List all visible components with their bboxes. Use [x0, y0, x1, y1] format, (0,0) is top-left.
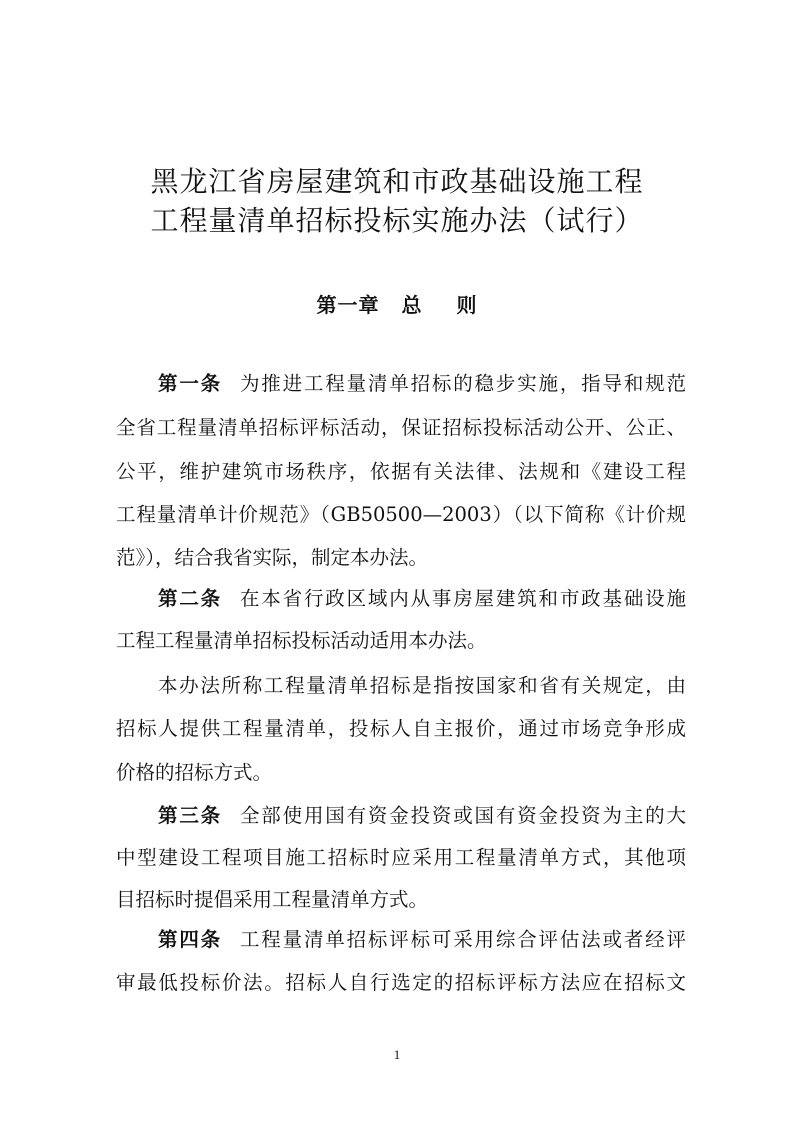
article-3-line-2: 中型建设工程项目施工招标时应采用工程量清单方式，其他项: [116, 846, 686, 869]
chapter-heading: [0, 289, 794, 318]
article-3-line-3: 目招标时提倡采用工程量清单方式。: [116, 888, 429, 911]
chapter-name-char-2: 则: [456, 293, 478, 317]
page-number: 1: [393, 1047, 401, 1062]
article-1-line-3: 公平，维护建筑市场秩序，依据有关法律、法规和《建设工程: [116, 460, 686, 483]
article-3-text-1: 全部使用国有资金投资或国有资金投资为主的大: [239, 804, 686, 827]
paragraph-3-line-2: 招标人提供工程量清单，投标人自主报价，通过市场竞争形成: [116, 717, 686, 740]
article-1-label: 第一条: [158, 372, 222, 395]
article-4-line-2: 审最低投标价法。招标人自行选定的招标评标方法应在招标文: [116, 971, 686, 994]
article-2-text-1: 在本省行政区域内从事房屋建筑和市政基础设施: [239, 587, 686, 610]
article-3-line-1: [158, 801, 686, 831]
article-2-label: 第二条: [158, 587, 222, 610]
chapter-name-char-1: 总: [401, 293, 423, 317]
article-1-line-5: 范》），结合我省实际，制定本办法。: [116, 546, 429, 569]
paragraph-3-line-1: 本办法所称工程量清单招标是指按国家和省有关规定，由: [158, 674, 686, 697]
article-2-line-2: 工程工程量清单招标投标活动适用本办法。: [116, 629, 487, 652]
article-4-line-1: [158, 925, 686, 955]
article-1-line-1: [158, 369, 686, 399]
document-title-line-2: 工程量清单招标投标实施办法（试行）: [150, 204, 644, 237]
document-title-line-1: 黑龙江省房屋建筑和市政基础设施工程: [150, 165, 644, 198]
article-1-text-1: 为推进工程量清单招标的稳步实施，指导和规范: [239, 372, 686, 395]
article-4-label: 第四条: [158, 928, 222, 951]
article-1-line-4: 工程量清单计价规范》（GB50500—2003）（以下简称《计价规: [116, 503, 686, 526]
article-3-label: 第三条: [158, 804, 222, 827]
article-2-line-1: [158, 584, 686, 614]
paragraph-3-line-3: 价格的招标方式。: [116, 761, 273, 784]
article-4-text-1: 工程量清单招标评标可采用综合评估法或者经评: [239, 928, 686, 951]
chapter-number: 第一章: [316, 293, 380, 317]
article-1-line-2: 全省工程量清单招标评标活动，保证招标投标活动公开、公正、: [116, 416, 686, 439]
